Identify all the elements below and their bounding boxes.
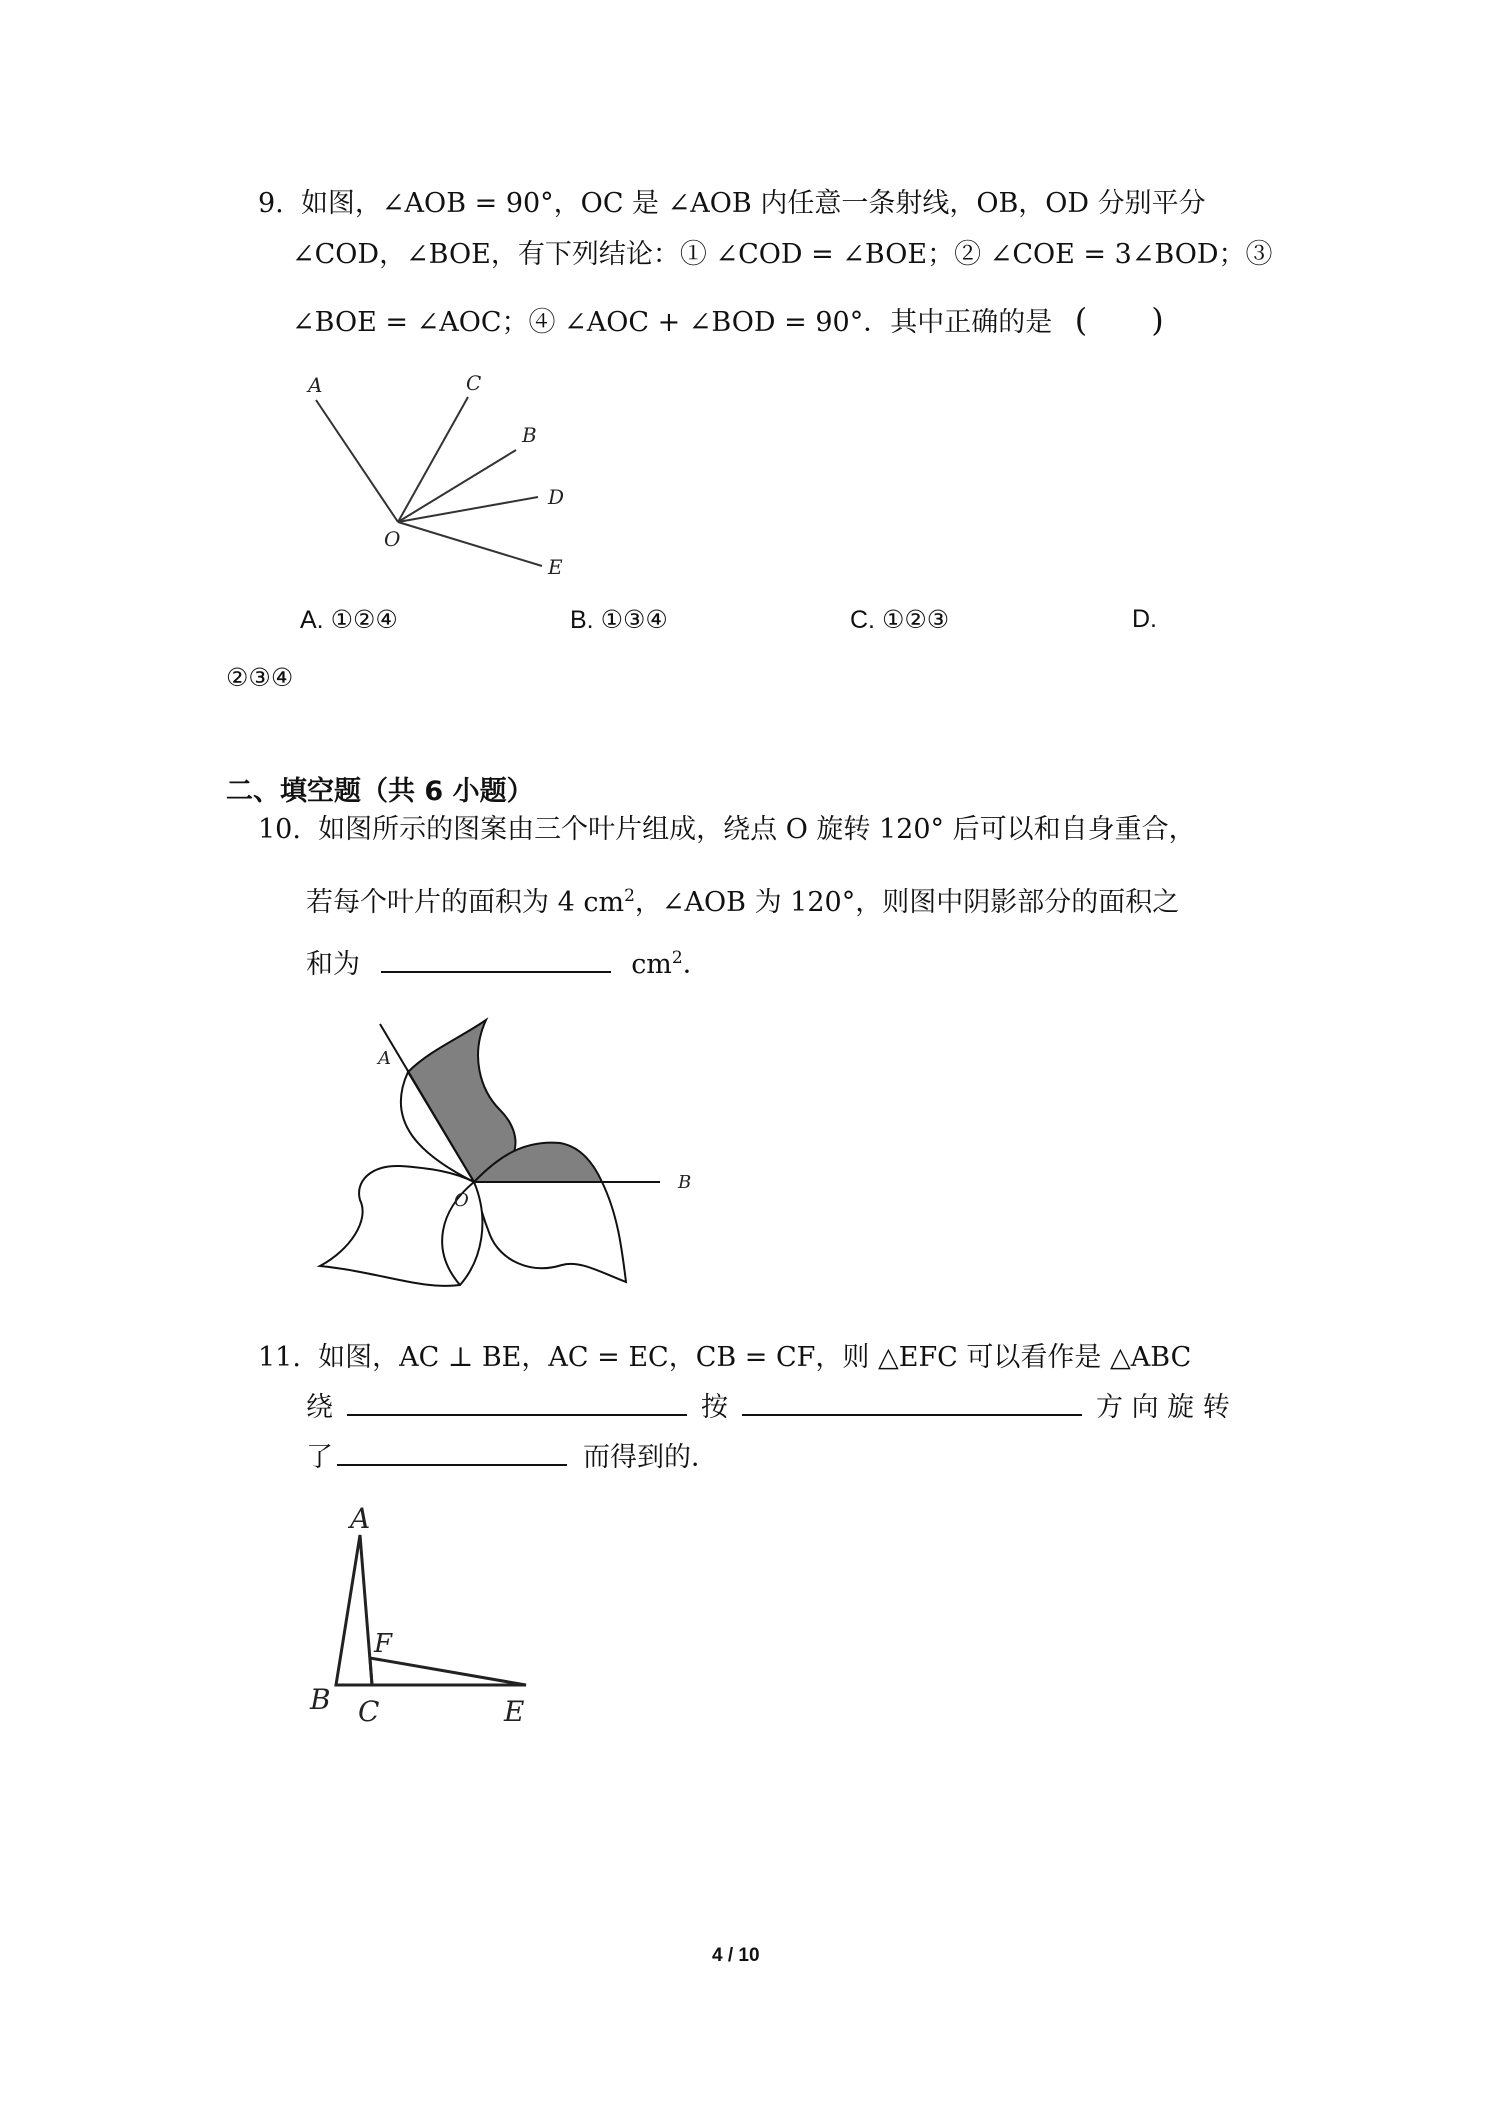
ray-oe: [398, 522, 542, 566]
q11-center-blank[interactable]: [347, 1392, 687, 1416]
q11-text-line-2a: 绕: [306, 1392, 333, 1423]
q11-line-1: [258, 1340, 1191, 1376]
q11-text-line-3a: 了: [306, 1442, 333, 1473]
q9-line-3: [292, 302, 1164, 341]
q10-line-1: [258, 812, 1196, 848]
q11-text-line-1: 如图，AC ⊥ BE，AC = EC，CB = CF，则 △EFC 可以看作是 △ABC: [318, 1342, 1192, 1373]
q10-text-line-1: 如图所示的图案由三个叶片组成，绕点 O 旋转 120° 后可以和自身重合，: [318, 814, 1196, 845]
option-d-text: ②③④: [226, 664, 294, 692]
q10-answer-blank[interactable]: [381, 949, 611, 973]
q10-label-a: A: [378, 1048, 391, 1069]
option-d-letter: D.: [1132, 605, 1157, 633]
q11-line-2: [306, 1390, 1230, 1426]
q11-label-b: B: [310, 1683, 331, 1716]
q9-option-a: [300, 605, 398, 635]
q9-text-line-3: ∠BOE = ∠AOC；④ ∠AOC + ∠BOD = 90°．其中正确的是: [292, 307, 1053, 338]
q9-answer-paren: ( ): [1074, 301, 1164, 339]
q10-figure: [310, 1010, 730, 1310]
q10-line-3: [306, 940, 710, 983]
q11-text-line-2b: 按: [701, 1392, 728, 1423]
q9-label-b: B: [522, 423, 537, 447]
q9-option-d-letter: [1132, 605, 1157, 634]
q9-label-d: D: [548, 485, 565, 509]
q11-label-c: C: [358, 1695, 380, 1728]
q11-angle-blank[interactable]: [337, 1442, 567, 1466]
q9-option-c: [850, 605, 949, 635]
q11-line-3: [306, 1440, 718, 1476]
q9-label-o: O: [384, 527, 401, 551]
section-heading: 二、填空题（共 6 小题）: [226, 776, 534, 807]
option-c-letter: C.: [850, 606, 875, 634]
q10-sup-1: 2: [624, 886, 635, 906]
q10-end: ．: [682, 949, 710, 980]
q10-label-b: B: [678, 1172, 692, 1193]
q11-label-a: A: [350, 1502, 371, 1535]
ray-oc: [398, 397, 468, 522]
page-number: 4 / 10: [712, 1945, 760, 1966]
triangle-efc: [370, 1658, 526, 1685]
q9-line-1: [258, 186, 1206, 222]
q10-number: 10.: [258, 814, 301, 845]
q10-text-line-2b: ，∠AOB 为 120°，则图中阴影部分的面积之: [634, 887, 1180, 918]
q9-option-b: [570, 605, 668, 635]
left-leaf-white: [320, 1166, 482, 1286]
right-leaf-white: [474, 1182, 626, 1282]
q9-label-e: E: [548, 555, 563, 579]
q9-option-d-text: [226, 663, 293, 693]
q11-label-f: F: [374, 1629, 393, 1659]
option-b-letter: B.: [570, 606, 594, 634]
q10-sup-2: 2: [671, 948, 683, 968]
q10-line-2: [306, 878, 1179, 921]
q11-figure: [300, 1495, 560, 1745]
option-b-text: ①③④: [600, 606, 668, 634]
q9-number: 9.: [258, 188, 284, 219]
option-a-text: ①②④: [330, 606, 398, 634]
q9-text-line-2: ∠COD，∠BOE，有下列结论：① ∠COD = ∠BOE；② ∠COE = 3∠BOD；③: [292, 239, 1273, 270]
q11-label-e: E: [504, 1695, 525, 1728]
q10-label-o: O: [454, 1190, 469, 1211]
q9-label-c: C: [466, 371, 482, 395]
q9-line-2: [292, 237, 1273, 273]
q9-label-a: A: [308, 373, 323, 397]
q11-text-line-3b: 而得到的．: [583, 1442, 718, 1473]
q10-unit: cm: [631, 949, 672, 980]
triangle-abc: [336, 1535, 372, 1685]
option-a-letter: A.: [300, 606, 324, 634]
ray-oa: [316, 400, 398, 522]
q10-text-line-3a: 和为: [306, 949, 360, 980]
q11-direction-blank[interactable]: [742, 1392, 1082, 1416]
option-c-text: ①②③: [881, 606, 950, 634]
q11-number: 11.: [258, 1342, 301, 1373]
q11-text-line-2c: 方 向 旋 转: [1096, 1392, 1230, 1423]
q10-text-line-2a: 若每个叶片的面积为 4 cm: [306, 887, 625, 918]
q9-text-line-1: 如图，∠AOB = 90°，OC 是 ∠AOB 内任意一条射线，OB，OD 分别平分: [300, 188, 1206, 219]
q9-figure: [300, 370, 590, 590]
